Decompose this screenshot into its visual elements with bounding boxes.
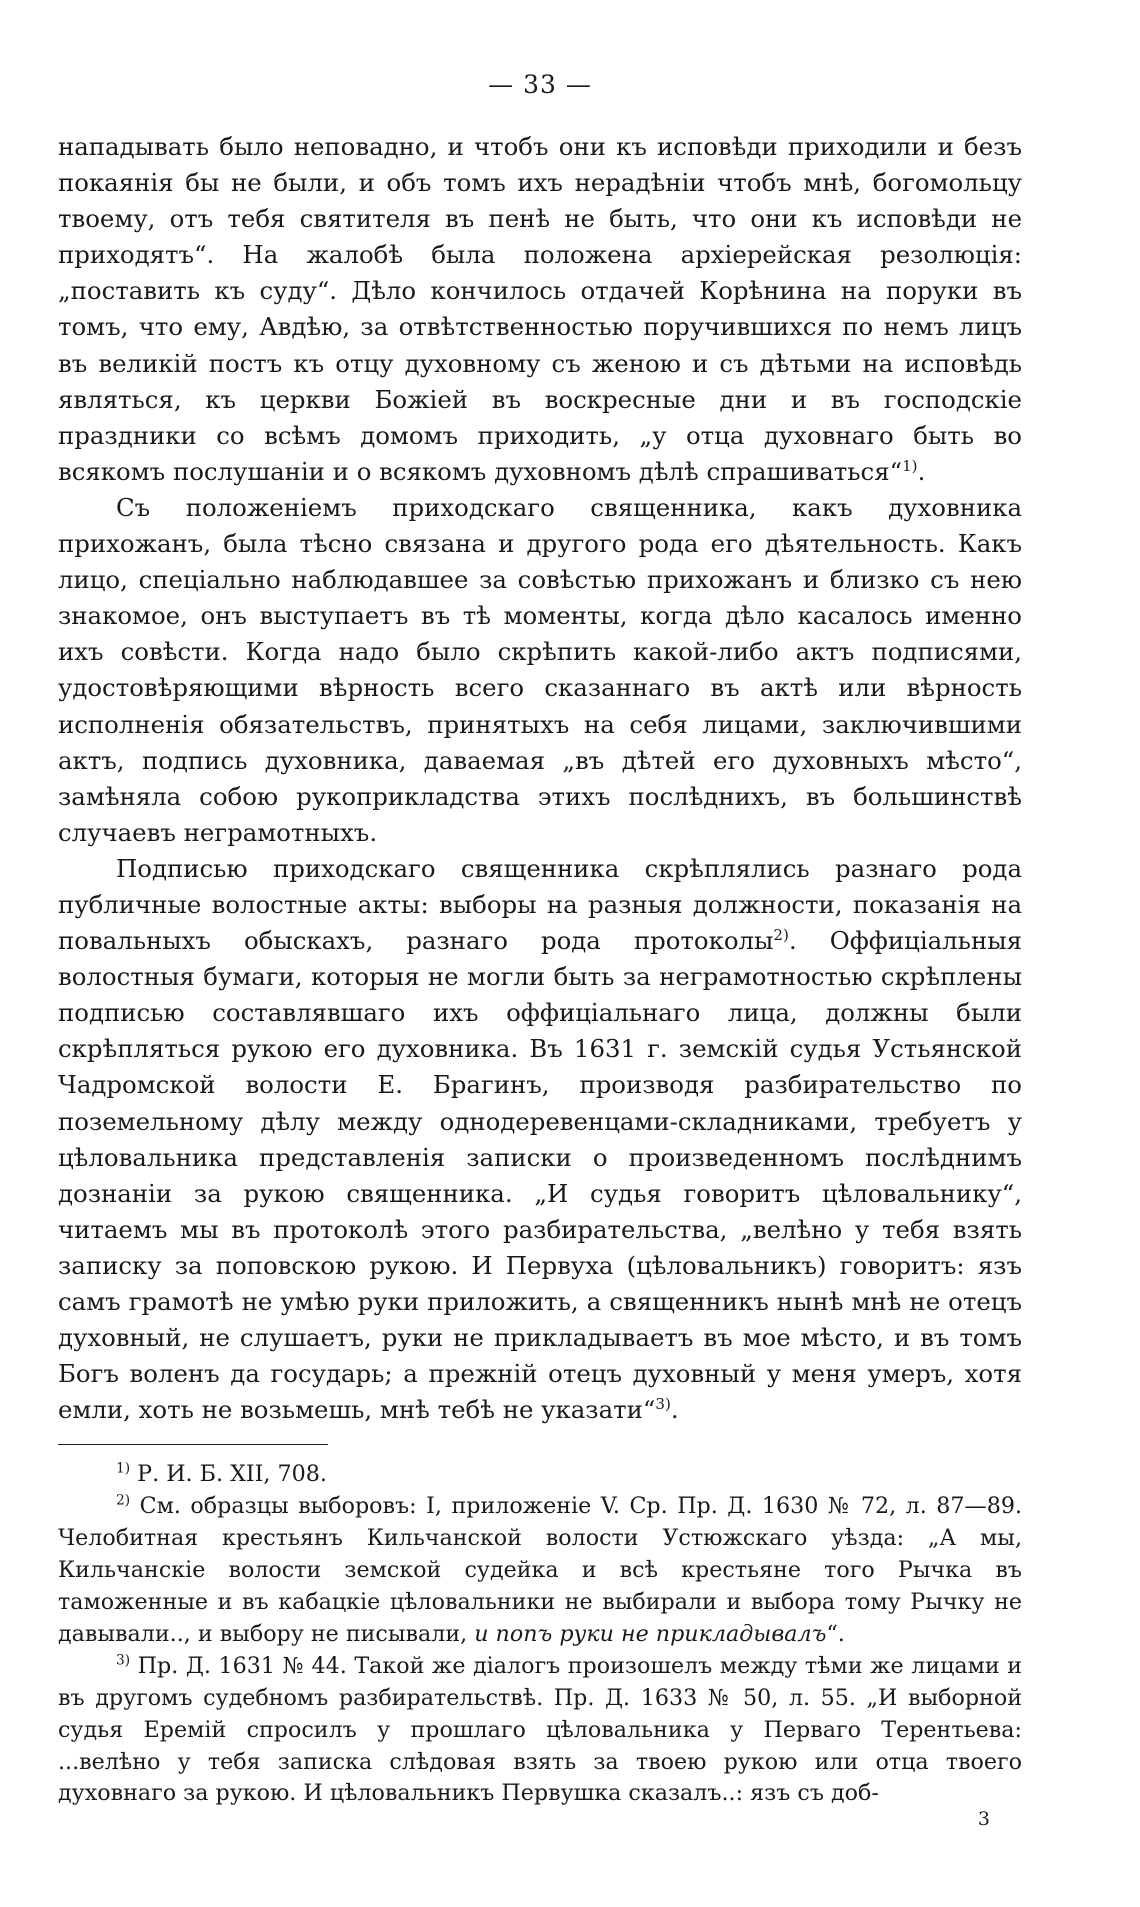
paragraph-1-text: нападывать было неповадно, и чтобъ они къ исповѣди приходили и безъ покаянія бы не были, и объ томъ ихъ нерадѣніи чтобъ мнѣ, богомольцу твоему, отъ тебя святителя въ пенѣ не быть, что они къ исповѣди не приходятъ“. На жалобѣ была положена архіерейская резолюція: „поставить къ суду“. Дѣло кончилось отдачей Корѣнина на поруки въ томъ, что ему, Авдѣю, за отвѣтственностью поручившихся по немъ лицъ въ великій постъ къ отцу духовному съ женою и съ дѣтьми на исповѣдь являться, къ церкви Божіей въ воскресные дни и въ господскіе праздники со всѣмъ домомъ приходить, „у отца духовнаго быть во всякомъ послушаніи и о всякомъ духовномъ дѣлѣ спрашиваться“: [58, 132, 1022, 486]
paragraph-2: Съ положеніемъ приходскаго священника, какъ духовника прихожанъ, была тѣсно связана и другого рода его дѣятельность. Какъ лицо, спеціально наблюдавшее за совѣстью прихожанъ и близко съ нею знакомое, онъ выступаетъ въ тѣ моменты, когда дѣло касалось именно ихъ совѣсти. Когда надо было скрѣпить какой-либо актъ подписями, удостовѣряющими вѣрность всего сказаннаго въ актѣ или вѣрность исполненія обязательствъ, принятыхъ на себя лицами, заключившими актъ, подпись духовника, даваемая „въ дѣтей его духовныхъ мѣсто“, замѣняла собою рукоприкладства этихъ послѣднихъ, въ большинствѣ случаевъ неграмотныхъ.: [58, 492, 1022, 847]
footnote-3: [58, 1651, 1022, 1811]
footnote-divider: [58, 1444, 328, 1445]
footnote-1-mark: 1): [116, 1460, 131, 1477]
footnote-3-mark: 3): [116, 1652, 131, 1669]
paragraph-3-text-a: Подписью приходскаго священника скрѣплялись разнаго рода публичные волостные акты: выборы на разныя должности, показанія на повальныхъ обыскахъ, разнаго рода протоколы: [58, 853, 1022, 956]
footnote-2-text: См. образцы выборовъ: I, приложеніе V. Ср. Пр. Д. 1630 № 72, л. 87—89. Челобитная крестьянъ Кильчанской волости Устюжскаго уѣзда: „А мы, Кильчанскіе волости земской судейка и всѣ крестьяне того Рычка въ таможенные и въ кабацкіе цѣловальники не выбирали и выбора тому Рычку не давывали.., и выбору не писывали,: [58, 1493, 1022, 1647]
footnote-ref-2[interactable]: 2): [773, 925, 789, 944]
footnote-1-text: Р. И. Б. XII, 708.: [130, 1461, 327, 1488]
signature-mark: 3: [977, 1808, 990, 1830]
footnote-ref-1[interactable]: 1): [902, 456, 918, 475]
footnote-1: [58, 1459, 1022, 1491]
paragraph-3-text-b: . Оффиціальныя волостныя бумаги, которыя не могли быть за неграмотностью скрѣплены подписью составлявшаго ихъ оффиціальнаго лица, должны были скрѣпляться рукою его духовника. Въ 1631 г. земскій судья Устьянской Чадромской волости Е. Брагинъ, производя разбирательство по поземельному дѣлу между однодеревенцами-складниками, требуетъ у цѣловальника представленія записки о произведенномъ послѣднимъ дознаніи за рукою священника. „И судья говоритъ цѣловальнику“, читаемъ мы въ протоколѣ этого разбирательства, „велѣно у тебя взять записку за поповскою рукою. И Первуха (цѣловальникъ) говоритъ: язъ самъ грамотѣ не умѣю руки приложить, а священникъ нынѣ мнѣ не отецъ духовный, не слушаетъ, руки не прикладываетъ въ мое мѣсто, и въ томъ Богъ воленъ да государь; а прежній отецъ духовный у меня умеръ, хотя емли, хоть не возьмешь, мнѣ тебѣ не указати“: [58, 926, 1023, 1425]
page-number: — 33 —: [488, 70, 592, 99]
paragraph-1: [58, 129, 1022, 490]
footnote-ref-3[interactable]: 3): [655, 1395, 671, 1414]
paragraph-3-end: .: [670, 1395, 679, 1425]
footnote-3-text: Пр. Д. 1631 № 44. Такой же діалогъ произошелъ между тѣми же лицами и въ другомъ судебномъ разбирательствѣ. Пр. Д. 1633 № 50, л. 55. „И выборной судья Еремій спросилъ у прошлаго цѣловальника у Перваго Терентьева: ...велѣно у тебя записка слѣдовая взять за твоею рукою или отца твоего духовнаго за рукою. И цѣловальникъ Первушка сказалъ..: язъ съ доб-: [58, 1652, 1022, 1807]
footnote-2-italic: и попъ руки не прикладывалъ: [474, 1620, 827, 1647]
paragraph-1-end: .: [917, 456, 926, 486]
footnote-2: [58, 1491, 1022, 1651]
footnote-2-end: “.: [826, 1620, 845, 1647]
main-text: [58, 129, 1022, 1428]
page: [58, 70, 1022, 1810]
footnotes: [58, 1459, 1022, 1810]
paragraph-3: [58, 851, 1022, 1429]
footnote-2-mark: 2): [116, 1492, 131, 1509]
